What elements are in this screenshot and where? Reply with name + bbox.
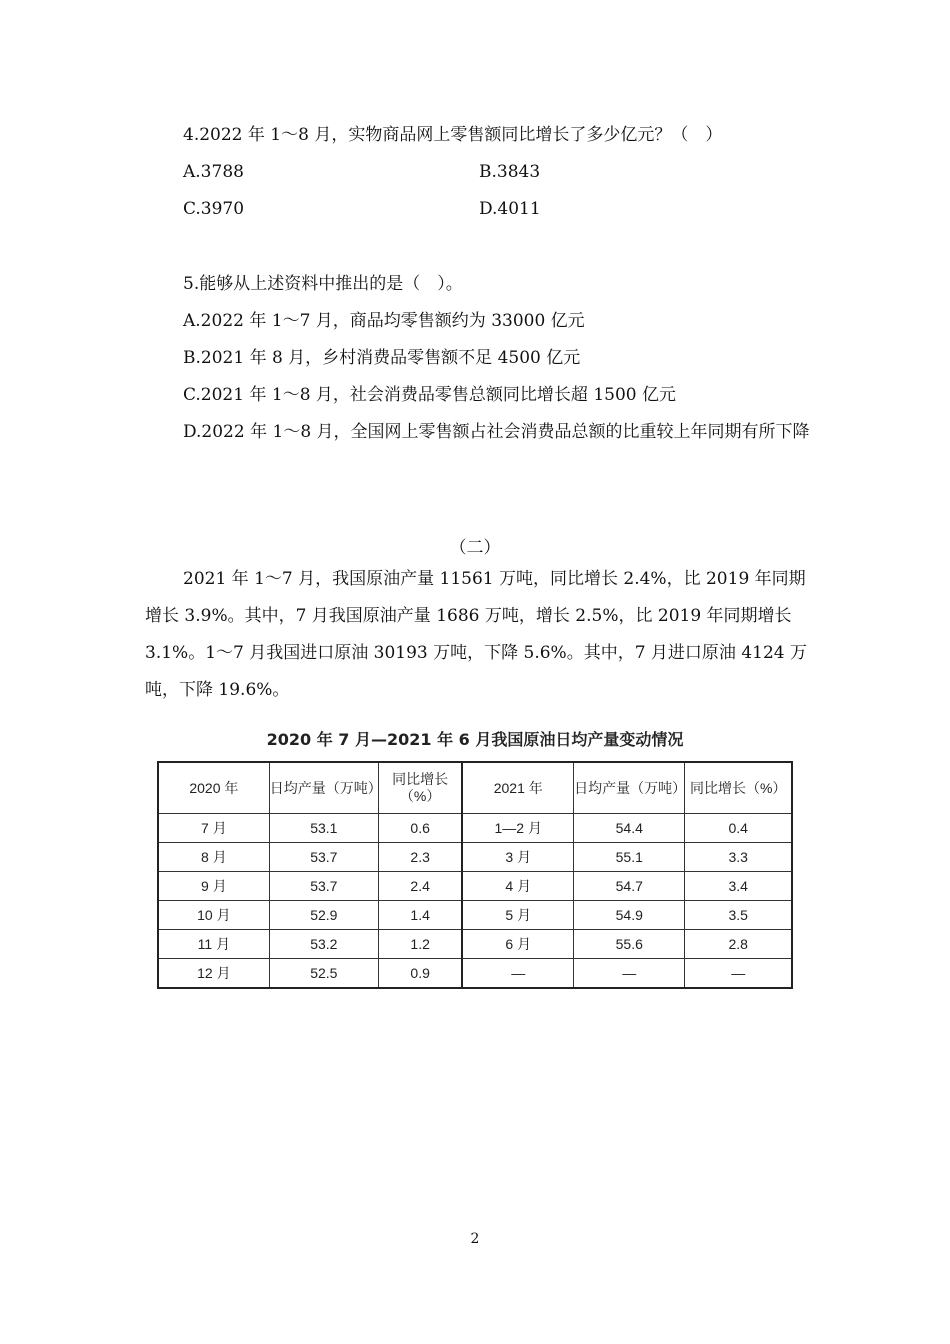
- table-cell: —: [685, 959, 792, 989]
- table-cell: 55.1: [574, 843, 685, 872]
- table-cell: 53.7: [269, 843, 378, 872]
- table-cell: 6 月: [462, 930, 573, 959]
- table-cell: 54.4: [574, 814, 685, 843]
- table-row: [158, 843, 792, 872]
- oil-production-table: [157, 761, 793, 989]
- table-cell: 1—2 月: [462, 814, 573, 843]
- table-cell: 54.9: [574, 901, 685, 930]
- table-cell: 2.4: [378, 872, 462, 901]
- table-cell: 10 月: [158, 901, 269, 930]
- table-cell: 0.6: [378, 814, 462, 843]
- table-cell: 0.9: [378, 959, 462, 989]
- table-cell: 11 月: [158, 930, 269, 959]
- table-cell: 52.9: [269, 901, 378, 930]
- table-cell: —: [574, 959, 685, 989]
- table-cell: 5 月: [462, 901, 573, 930]
- table-cell: 3.4: [685, 872, 792, 901]
- question-5-text: 5.能够从上述资料中推出的是（ ）。: [183, 274, 463, 294]
- q5-option-c: C.2021 年 1～8 月，社会消费品零售总额同比增长超 1500 亿元: [183, 385, 676, 405]
- table-row: [158, 930, 792, 959]
- table-cell: 2.3: [378, 843, 462, 872]
- header-daily-output-2020: 日均产量（万吨）: [269, 762, 378, 814]
- table-cell: 53.2: [269, 930, 378, 959]
- table-cell: 1.4: [378, 901, 462, 930]
- table-cell: 4 月: [462, 872, 573, 901]
- q4-option-c: C.3970: [183, 199, 245, 219]
- page-number: 2: [470, 1231, 480, 1247]
- table-cell: 2.8: [685, 930, 792, 959]
- table-cell: 53.1: [269, 814, 378, 843]
- table-cell: 12 月: [158, 959, 269, 989]
- table-title: 2020 年 7 月—2021 年 6 月我国原油日均产量变动情况: [266, 730, 684, 749]
- q5-option-a: A.2022 年 1～7 月，商品均零售额约为 33000 亿元: [183, 311, 585, 331]
- q5-option-d: D.2022 年 1～8 月，全国网上零售额占社会消费品总额的比重较上年同期有所下降: [183, 422, 810, 442]
- table-cell: 9 月: [158, 872, 269, 901]
- table-row: [158, 959, 792, 989]
- table-cell: 3 月: [462, 843, 573, 872]
- header-2021: 2021 年: [462, 762, 573, 814]
- table-cell: 55.6: [574, 930, 685, 959]
- table-row: [158, 814, 792, 843]
- table-cell: 53.7: [269, 872, 378, 901]
- header-daily-output-2021: 日均产量（万吨）: [574, 762, 685, 814]
- table-cell: 8 月: [158, 843, 269, 872]
- table-row: [158, 901, 792, 930]
- header-yoy-2020: 同比增长（%）: [378, 762, 462, 814]
- q4-option-d: D.4011: [479, 199, 541, 219]
- q4-option-a: A.3788: [183, 162, 244, 182]
- table-row: [158, 872, 792, 901]
- question-4-text: 4.2022 年 1～8 月，实物商品网上零售额同比增长了多少亿元？（ ）: [183, 125, 723, 145]
- section-paragraph: 2021 年 1～7 月，我国原油产量 11561 万吨，同比增长 2.4%，比 2019 年同期增长 3.9%。其中，7 月我国原油产量 1686 万吨，增长 2.5%，比 2019 年同期增长 3.1%。1～7 月我国进口原油 30193 万吨，下降 5.6%。其中，7 月进口原油 4124 万吨，下降 19.6%。: [145, 569, 807, 700]
- table-cell: 52.5: [269, 959, 378, 989]
- header-yoy-2021: 同比增长（%）: [685, 762, 792, 814]
- table-cell: 1.2: [378, 930, 462, 959]
- table-cell: —: [462, 959, 573, 989]
- table-cell: 3.3: [685, 843, 792, 872]
- q4-option-b: B.3843: [479, 162, 541, 182]
- table-cell: 7 月: [158, 814, 269, 843]
- header-2020: 2020 年: [158, 762, 269, 814]
- table-cell: 54.7: [574, 872, 685, 901]
- table-header-row: [158, 762, 792, 814]
- table-cell: 0.4: [685, 814, 792, 843]
- section-heading: （二）: [449, 538, 501, 558]
- q5-option-b: B.2021 年 8 月，乡村消费品零售额不足 4500 亿元: [183, 348, 581, 368]
- table-cell: 3.5: [685, 901, 792, 930]
